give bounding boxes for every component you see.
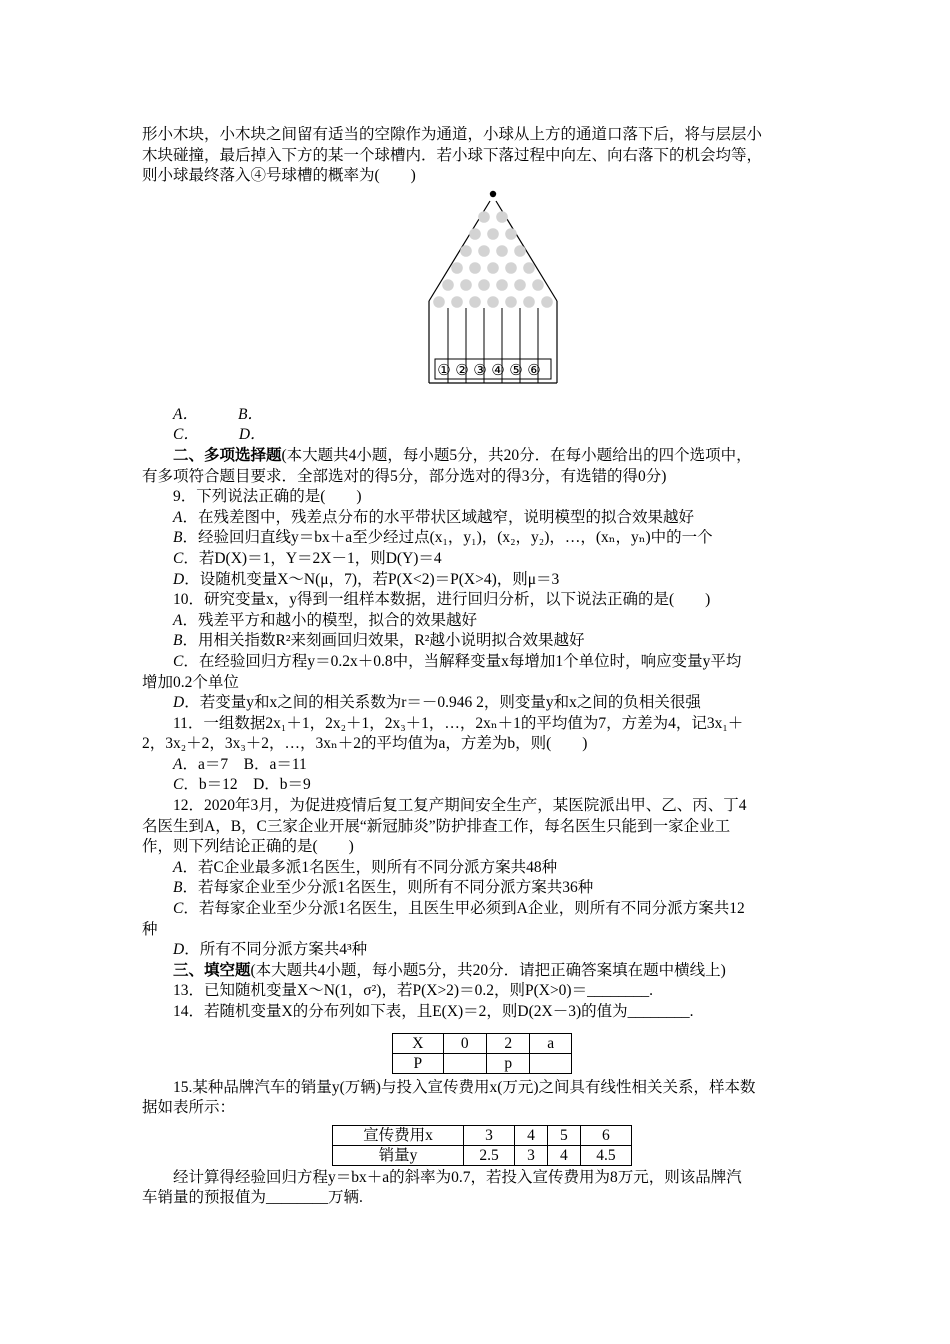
q15-sample-table bbox=[332, 1125, 632, 1166]
section2-desc2: 有多项符合题目要求．全部选对的得5分，部分选对的得3分，有选错的得0分) bbox=[142, 467, 667, 485]
q15-sample-table-wrap bbox=[142, 1125, 822, 1166]
table-cell: 6 bbox=[580, 1125, 631, 1145]
q11-line1: 11．一组数据2x₁＋1，2x₂＋1，2x₃＋1，…，2xₙ＋1的平均值为7，方差为4，记3x₁＋ bbox=[173, 714, 744, 732]
table-cell: X bbox=[393, 1033, 444, 1053]
table-cell bbox=[443, 1053, 486, 1073]
q14-distribution-table-wrap bbox=[142, 1033, 822, 1074]
section3-desc: (本大题共4小题，每小题5分，共20分．请把正确答案填在题中横线上) bbox=[250, 961, 726, 979]
q15-line2: 据如表所示： bbox=[142, 1099, 236, 1117]
slot-label-6: ⑥ bbox=[527, 360, 541, 379]
table-cell: p bbox=[487, 1053, 530, 1073]
table-cell: 宣传费用x bbox=[333, 1125, 464, 1145]
table-cell: 销量y bbox=[333, 1145, 464, 1165]
table-row bbox=[393, 1033, 572, 1053]
q11-options-cd: C．b＝12 D．b＝9 bbox=[173, 776, 311, 794]
q9-option-b: B．经验回归直线y＝bx＋a至少经过点(x₁，y₁)，(x₂，y₂)，…，(xₙ，yₙ)中的一个 bbox=[173, 529, 713, 547]
slot-label-2: ② bbox=[455, 360, 469, 379]
q8-options-cd bbox=[142, 425, 822, 446]
section2-header bbox=[142, 446, 822, 467]
q9-option-c: C．若D(X)＝1，Y＝2X－1，则D(Y)＝4 bbox=[173, 549, 442, 567]
entry-dot bbox=[490, 191, 496, 197]
q10-option-a: A．残差平方和越小的模型，拟合的效果越好 bbox=[173, 611, 477, 629]
section2-desc1: (本大题共4小题，每小题5分，共20分．在每小题给出的四个选项中， bbox=[281, 446, 752, 464]
slot-label-1: ① bbox=[437, 360, 451, 379]
q10-option-c-cont: 增加0.2个单位 bbox=[142, 673, 239, 691]
table-cell bbox=[530, 1053, 572, 1073]
q15-line1: 15.某种品牌汽车的销量y(万辆)与投入宣传费用x(万元)之间具有线性相关关系，样本数 bbox=[173, 1078, 756, 1096]
q12-line3: 作，则下列结论正确的是( ) bbox=[142, 838, 354, 856]
table-cell: a bbox=[530, 1033, 572, 1053]
q8-line2: 木块碰撞，最后掉入下方的某一个球槽内．若小球下落过程中向左、向右落下的机会均等， bbox=[142, 146, 763, 164]
table-cell: 4.5 bbox=[580, 1145, 631, 1165]
q12-line2: 名医生到A，B，C三家企业开展“新冠肺炎”防护排查工作，每名医生只能到一家企业工 bbox=[142, 817, 731, 835]
slot-label-3: ③ bbox=[473, 360, 487, 379]
table-cell: 5 bbox=[547, 1125, 580, 1145]
peg-grid bbox=[433, 211, 553, 308]
q12-option-c-cont: 种 bbox=[142, 920, 158, 938]
q13-text: 13．已知随机变量X～N(1，σ²)，若P(X>2)＝0.2，则P(X>0)＝________. bbox=[173, 982, 653, 1000]
table-row bbox=[333, 1125, 632, 1145]
slot-label-5: ⑤ bbox=[509, 360, 523, 379]
q8-options-ab bbox=[142, 405, 822, 426]
q11-line2: 2，3x₂＋2，3x₃＋2，…，3xₙ＋2的平均值为a，方差为b，则( ) bbox=[142, 735, 588, 753]
table-cell: 2 bbox=[487, 1033, 530, 1053]
q10-stem: 10．研究变量x，y得到一组样本数据，进行回归分析，以下说法正确的是( ) bbox=[173, 591, 711, 609]
galton-board-diagram bbox=[425, 189, 561, 403]
table-cell: 4 bbox=[547, 1145, 580, 1165]
q15-after2: 车销量的预报值为________万辆. bbox=[142, 1189, 363, 1207]
q12-option-a: A．若C企业最多派1名医生，则所有不同分派方案共48种 bbox=[173, 858, 558, 876]
q12-option-b: B．若每家企业至少分派1名医生，则所有不同分派方案共36种 bbox=[173, 879, 594, 897]
table-cell: 4 bbox=[515, 1125, 548, 1145]
q15-after1: 经计算得经验回归方程y＝bx＋a的斜率为0.7，若投入宣传费用为8万元，则该品牌汽 bbox=[173, 1168, 742, 1186]
q14-distribution-table bbox=[392, 1033, 572, 1074]
q11-options-ab: A．a＝7 B．a＝11 bbox=[173, 755, 307, 773]
q9-option-d: D．设随机变量X～N(μ，7)，若P(X<2)＝P(X>4)，则μ＝3 bbox=[173, 570, 560, 588]
table-cell: 0 bbox=[443, 1033, 486, 1053]
q8-option-b: B． bbox=[237, 405, 263, 423]
q8-option-c: C． bbox=[173, 426, 199, 444]
q8-option-d: D． bbox=[238, 426, 266, 444]
q8-line3: 则小球最终落入④号球槽的概率为( ) bbox=[142, 167, 416, 185]
q12-option-d: D．所有不同分派方案共4³种 bbox=[173, 941, 368, 959]
table-cell: 3 bbox=[515, 1145, 548, 1165]
q9-stem: 9．下列说法正确的是( ) bbox=[173, 488, 362, 506]
q12-option-c: C．若每家企业至少分派1名医生，且医生甲必须到A企业，则所有不同分派方案共12 bbox=[173, 900, 745, 918]
table-row bbox=[393, 1053, 572, 1073]
section3-heading: 三、填空题 bbox=[173, 961, 251, 979]
section3-header bbox=[142, 961, 822, 982]
q10-option-d: D．若变量y和x之间的相关系数为r＝－0.946 2，则变量y和x之间的负相关很强 bbox=[173, 694, 701, 712]
slot-label-4: ④ bbox=[491, 360, 505, 379]
q10-option-c: C．在经验回归方程y＝0.2x＋0.8中，当解释变量x每增加1个单位时，响应变量y平均 bbox=[173, 652, 742, 670]
q10-option-b: B．用相关指数R²来刻画回归效果，R²越小说明拟合效果越好 bbox=[173, 632, 585, 650]
table-row bbox=[333, 1145, 632, 1165]
galton-board-figure bbox=[142, 189, 822, 403]
q8-line1: 形小木块，小木块之间留有适当的空隙作为通道，小球从上方的通道口落下后，将与层层小 bbox=[142, 126, 763, 143]
section2-heading: 二、多项选择题 bbox=[173, 446, 282, 464]
q8-option-a: A． bbox=[173, 405, 198, 423]
q9-option-a: A．在残差图中，残差点分布的水平带状区域越窄，说明模型的拟合效果越好 bbox=[173, 508, 694, 526]
table-cell: 3 bbox=[463, 1125, 514, 1145]
q14-text: 14．若随机变量X的分布列如下表，且E(X)＝2，则D(2X－3)的值为________. bbox=[173, 1003, 694, 1020]
table-cell: 2.5 bbox=[463, 1145, 514, 1165]
exam-page bbox=[142, 125, 822, 1209]
table-cell: P bbox=[393, 1053, 444, 1073]
q12-line1: 12．2020年3月，为促进疫情后复工复产期间安全生产，某医院派出甲、乙、丙、丁4 bbox=[173, 797, 747, 815]
